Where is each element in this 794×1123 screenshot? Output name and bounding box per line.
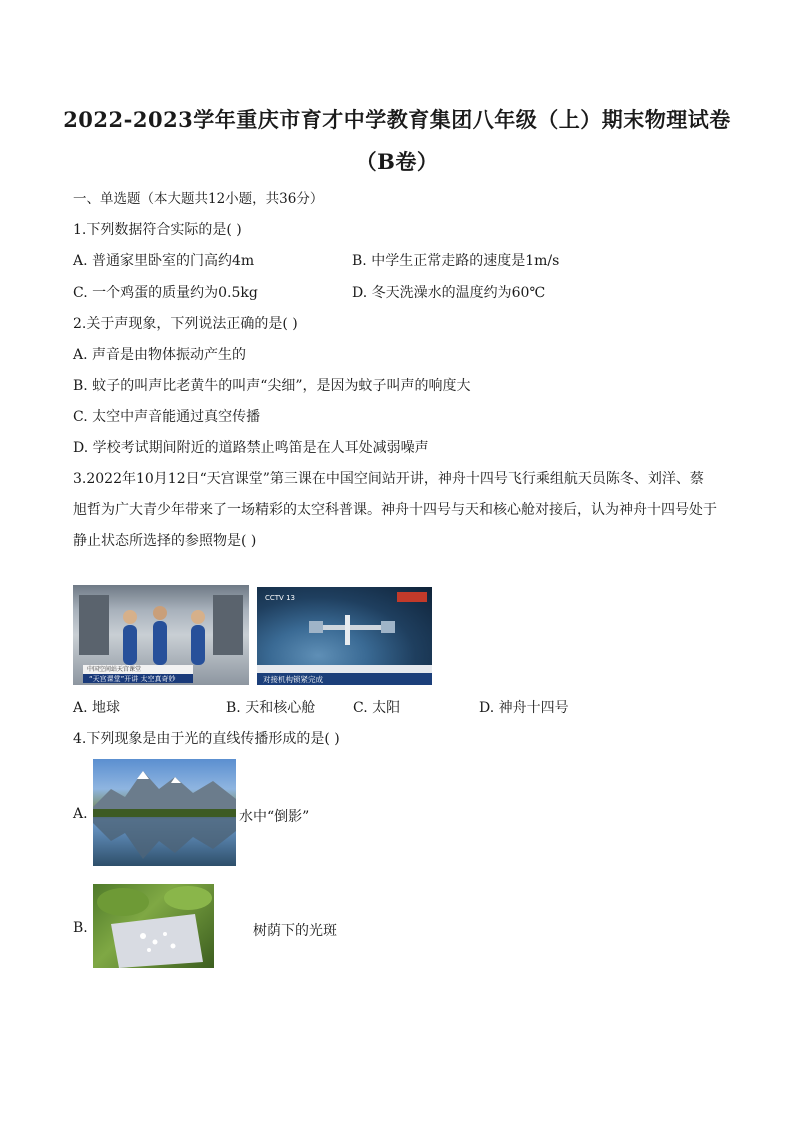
space-station-classroom-image <box>73 585 249 685</box>
docking-caption: 对接机构锁紧完成 <box>263 675 323 684</box>
q2-option-c: C. 太空中声音能通过真空传播 <box>73 409 261 425</box>
svg-text:中国空间站天宫课堂: 中国空间站天宫课堂 <box>87 666 142 673</box>
cctv-logo: CCTV 13 <box>265 594 295 602</box>
q3-stem-line1: 3.2022年10月12日“天宫课堂”第三课在中国空间站开讲，神舟十四号飞行乘组航天员陈冬、刘洋、蔡 <box>73 471 704 487</box>
mountain-reflection-image <box>93 759 236 866</box>
q3-option-d: D. 神舟十四号 <box>479 700 569 716</box>
q1-option-c: C. 一个鸡蛋的质量约为0.5kg <box>73 285 258 301</box>
docking-image <box>257 587 432 685</box>
q1-stem: 1.下列数据符合实际的是( ) <box>73 222 242 238</box>
q4-option-b-label: B. <box>73 920 88 936</box>
q4-option-a-text: 水中“倒影” <box>239 809 310 825</box>
q2-option-a: A. 声音是由物体振动产生的 <box>73 347 247 363</box>
classroom-caption: “天宫课堂”开讲 太空真奇妙 <box>89 675 176 683</box>
q3-stem-line2: 旭哲为广大青少年带来了一场精彩的太空科普课。神舟十四号与天和核心舱对接后，认为神舟十四号处于 <box>73 502 717 518</box>
q1-option-a: A. 普通家里卧室的门高约4m <box>73 253 255 269</box>
light-spots-image <box>93 884 214 968</box>
section-heading: 一、单选题（本大题共12小题，共36分） <box>73 191 324 207</box>
page-subtitle: （B卷） <box>355 149 439 174</box>
q1-option-b: B. 中学生正常走路的速度是1m/s <box>352 253 560 269</box>
q2-option-d: D. 学校考试期间附近的道路禁止鸣笛是在人耳处减弱噪声 <box>73 440 429 456</box>
q2-option-b: B. 蚊子的叫声比老黄牛的叫声“尖细”，是因为蚊子叫声的响度大 <box>73 378 471 394</box>
q3-option-a: A. 地球 <box>73 700 121 716</box>
q2-stem: 2.关于声现象，下列说法正确的是( ) <box>73 316 298 332</box>
q4-option-b-text: 树荫下的光斑 <box>253 923 337 939</box>
q3-stem-line3: 静止状态所选择的参照物是( ) <box>73 533 257 549</box>
q4-option-a-label: A. <box>73 806 88 822</box>
q3-option-b: B. 天和核心舱 <box>226 700 316 716</box>
page-title: 2022-2023学年重庆市育才中学教育集团八年级（上）期末物理试卷 <box>63 107 731 132</box>
q1-option-d: D. 冬天洗澡水的温度约为60℃ <box>352 285 546 301</box>
q4-stem: 4.下列现象是由于光的直线传播形成的是( ) <box>73 731 340 747</box>
q3-option-c: C. 太阳 <box>353 700 401 716</box>
